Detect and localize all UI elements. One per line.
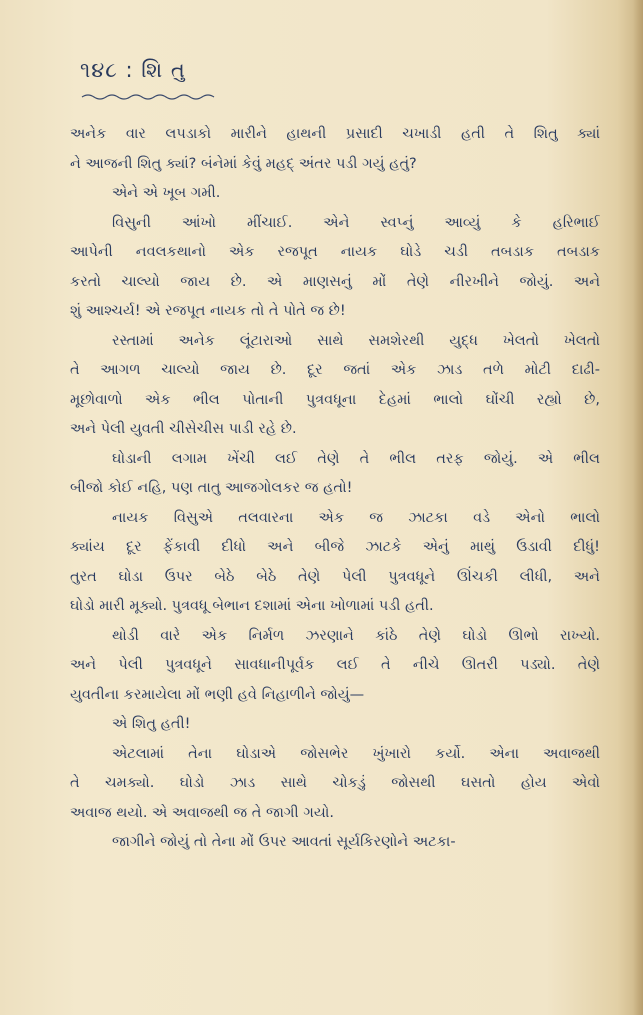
text-line: અને પેલી યુવતી ચીસેચીસ પાડી રહે છે.	[70, 421, 297, 437]
text-line: વિસુની આંખો મીંચાઈ. એને સ્વપ્નું આવ્યું કે હરિભાઈ	[112, 214, 600, 231]
text-line: કરતો ચાલ્યો જાય છે. એ માણસનું મોં તેણે નીરખીને જોયું. અને	[70, 273, 600, 290]
text-line: તુરત ઘોડા ઉપર બેઠે બેઠે તેણે પેલી પુત્રવધૂને ઊંચકી લીધી, અને	[70, 568, 600, 585]
page-edge-shadow	[633, 0, 643, 1015]
running-head: ૧૪૮ : શિ તુ	[80, 58, 186, 82]
text-line: રસ્તામાં અનેક લૂંટારાઓ સાથે સમશેરથી યુદ્ધ ખેલતો ખેલતો	[112, 332, 600, 349]
text-line: ને આજની શિતુ ક્યાં? બંનેમાં કેવું મહદ્ અંતર પડી ગયું હતું?	[70, 155, 417, 172]
text-line: ઘોડો મારી મૂક્યો. પુત્રવધૂ બેભાન દશામાં એના ખોળામાં પડી હતી.	[70, 598, 434, 614]
text-line: યુવતીના કરમાયેલા મોં ભણી હવે નિહાળીને જોયું—	[70, 686, 365, 703]
text-line: આપેની નવલકથાનો એક રજપૂત નાયક ઘોડે ચડી તબડાક તબડાક	[70, 244, 600, 260]
wavy-underline-ornament	[80, 92, 220, 102]
text-line: ક્યાંય દૂર ફેંકાવી દીધો અને બીજે ઝાટકે એનું માથું ઉડાવી દીધું!	[70, 539, 600, 555]
text-line: ઘોડાની લગામ ખેંચી લઈ તેણે તે ભીલ તરફ જોયું. એ ભીલ	[112, 450, 600, 467]
text-line: અવાજ થયો. એ અવાજથી જ તે જાગી ગયો.	[70, 804, 334, 821]
text-line: બીજો કોઈ નહિ, પણ તાતુ આજગોલકર જ હતો!	[70, 480, 353, 496]
text-line: થોડી વારે એક નિર્મળ ઝરણાને કાંઠે તેણે ઘોડો ઊભો રાખ્યો.	[112, 627, 600, 644]
text-line: શું આશ્ચર્ય! એ રજપૂત નાયક તો તે પોતે જ છે!	[70, 303, 346, 319]
text-line: એ શિતુ હતી!	[112, 716, 191, 732]
text-line: મૂછોવાળો એક ભીલ પોતાની પુત્રવધૂના દેહમાં ભાલો ઘોંચી રહ્યો છે,	[70, 391, 600, 408]
text-line: એટલામાં તેના ઘોડાએ જોસભેર ખુંખારો કર્યો. એના અવાજથી	[112, 745, 600, 762]
text-line: જાગીને જોયું તો તેના મોં ઉપર આવતાં સૂર્યકિરણોને અટકા-	[112, 834, 456, 850]
text-line: અને પેલી પુત્રવધૂને સાવધાનીપૂર્વક લઈ તે નીચે ઊતરી પડ્યો. તેણે	[70, 657, 600, 673]
text-line: તે આગળ ચાલ્યો જાય છે. દૂર જતાં એક ઝાડ તળે મોટી દાઢી-	[70, 362, 600, 378]
text-line: તે ચમક્યો. ઘોડો ઝાડ સાથે ચોકડું જોસથી ઘસતો હોય એવો	[70, 775, 600, 791]
text-line: એને એ ખૂબ ગમી.	[112, 185, 221, 201]
text-line: નાયક વિસુએ તલવારના એક જ ઝાટકા વડે એનો ભાલો	[112, 509, 600, 526]
text-line: અનેક વાર લપડાકો મારીને હાથની પ્રસાદી ચખાડી હતી તે શિતુ ક્યાં	[70, 126, 600, 142]
body-text	[70, 120, 600, 858]
